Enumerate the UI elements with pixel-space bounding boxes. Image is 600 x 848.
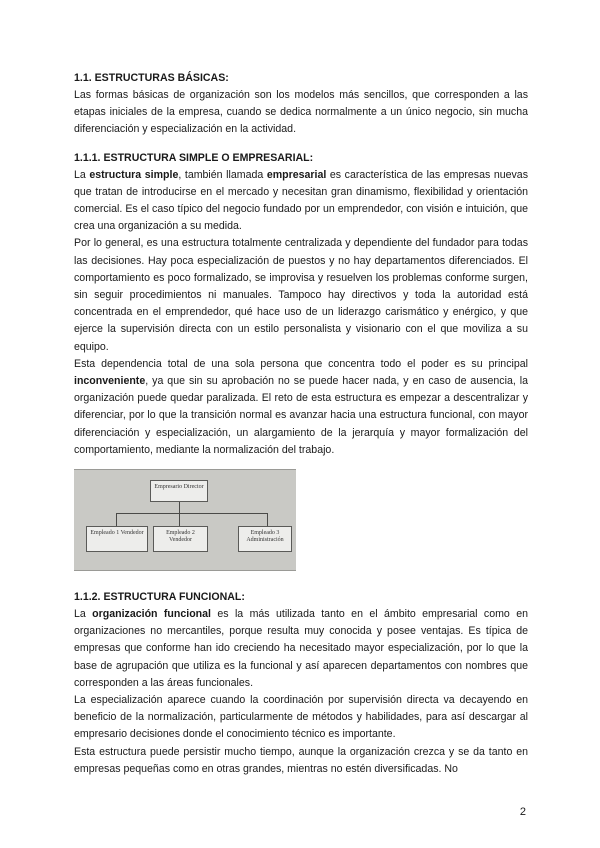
org-chart-left-box: Empleado 1 Vendedor [86, 526, 148, 552]
section-1-1-1-paragraph-2: Por lo general, es una estructura totalmente centralizada y dependiente del fundador para todas las decisiones. Hay poca especialización de puestos y no hay departamentos diferenciados. El comportamiento es poco formalizado, se improvisa y resuelven los problemas conforme surgen, sin seguir procedimientos ni manuales. Tampoco hay directivos y toda la autoridad está concentrada en el emprendedor, qué hace uso de un liderazgo carismático y enérgico, y que ejerce la supervisión directa con un estilo personalista y visionario con el que moviliza a su equipo. [74, 237, 528, 353]
org-chart-connector [267, 513, 268, 526]
section-1-1-1-paragraph-3: Esta dependencia total de una sola persona que concentra todo el poder es su principal inconveniente, ya que sin su aprobación no se puede hacer nada, y en caso de ausencia, la organización puede quedar paralizada. El reto de esta estructura es empezar a descentralizar y diferenciar, por lo que la transición normal es avanzar hacia una estructura funcional, con mayor diferenciación y especialización, un alargamiento de la jerarquía y mayor formalización del comportamiento, mediante la normalización del trabajo. [74, 357, 528, 456]
org-chart-connector [116, 513, 268, 514]
org-chart-middle-box: Empleado 2 Vendedor [153, 526, 208, 552]
section-1-1-2-title: 1.1.2. ESTRUCTURA FUNCIONAL: [74, 591, 245, 604]
org-chart-image [74, 469, 296, 571]
org-chart-right-box: Empleado 3 Administración [238, 526, 292, 552]
section-1-1-2-paragraph-1: La organización funcional es la más utilizada tanto en el ámbito empresarial como en organizaciones no mercantiles, porque resulta muy conocida y posee ventajas. Es típica de empresas que conforme han ido creciendo ha necesitado mayor especialización, por lo que la base de agrupación que utiliza es la funcional y así aparecen departamentos con nombres que corresponden a las áreas funcionales. [74, 608, 528, 689]
org-chart-top-box: Empresario Director [150, 480, 208, 502]
term-organizacion-funcional: organización funcional [92, 608, 211, 621]
org-chart-connector [179, 513, 180, 526]
page-content [74, 70, 528, 778]
org-chart-connector [179, 502, 180, 513]
org-chart-connector [116, 513, 117, 526]
term-empresarial: empresarial [266, 168, 327, 181]
page-number: 2 [519, 806, 526, 818]
section-1-1-body: Las formas básicas de organización son los modelos más sencillos, que corresponden a las etapas iniciales de la empresa, cuando se dedica normalmente a un único negocio, sin mucha diferenciación y especialización en la actividad. [74, 89, 528, 136]
section-1-1-1-title: 1.1.1. ESTRUCTURA SIMPLE O EMPRESARIAL: [74, 151, 314, 164]
section-1-1-title: 1.1. ESTRUCTURAS BÁSICAS: [74, 72, 229, 84]
term-inconveniente: inconveniente [74, 375, 146, 388]
term-estructura-simple: estructura simple [89, 168, 179, 181]
section-1-1-2-paragraph-2: La especialización aparece cuando la coordinación por supervisión directa va decayendo en beneficio de la normalización, particularmente de métodos y habilidades, para así descargar al empresario decisiones donde el conocimiento técnico es importante. [74, 694, 528, 741]
section-1-1-2-paragraph-3: Esta estructura puede persistir mucho tiempo, aunque la organización crezca y se da tanto en empresas pequeñas como en otras grandes, mientras no estén diversificadas. No [74, 745, 528, 775]
section-1-1-1-paragraph-1: La estructura simple, también llamada empresarial es característica de las empresas nuevas que tratan de introducirse en el mercado y necesitan gran dinamismo, flexibilidad y orientación comercial. Es el caso típico del negocio fundado por un emprendedor, con visión e intuición, que crea una organización a su medida. [74, 168, 528, 233]
